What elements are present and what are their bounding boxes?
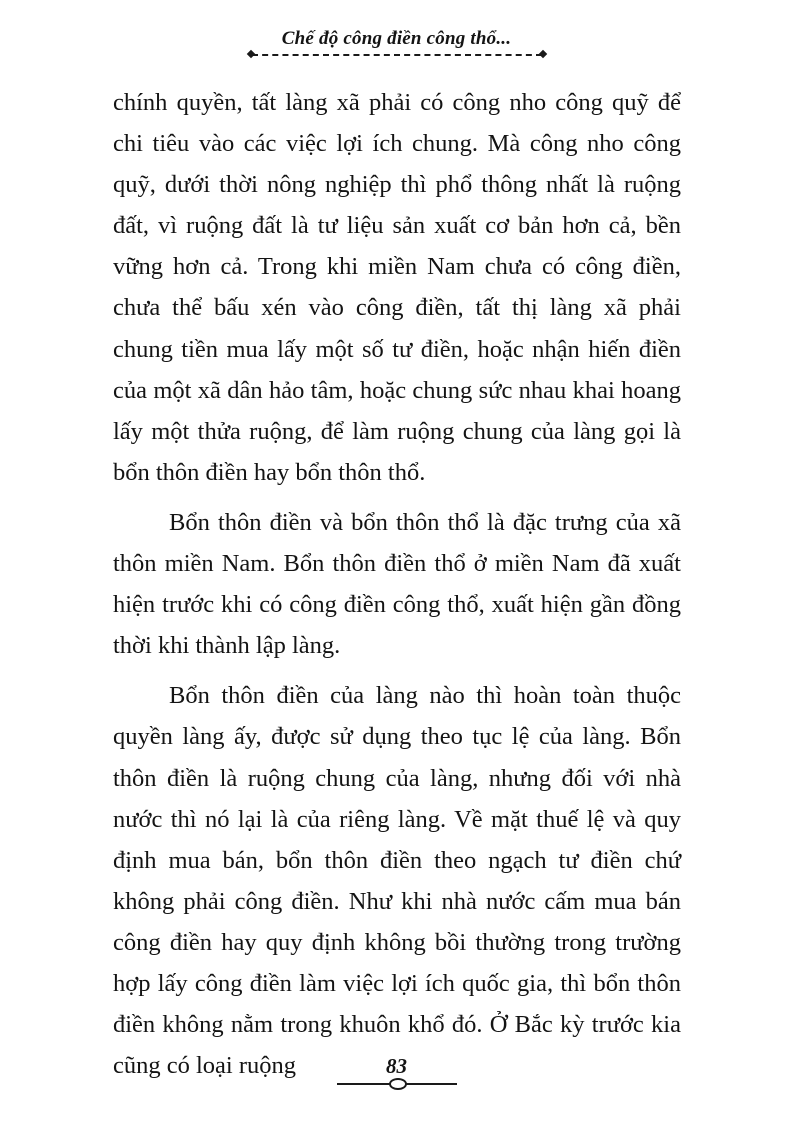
paragraph-2: Bổn thôn điền và bổn thôn thổ là đặc trưng của xã thôn miền Nam. Bổn thôn điền thổ ở miền Nam đã xuất hiện trước khi có công điền công thổ, xuất hiện gần đồng thời khi thành lập làng. bbox=[113, 508, 681, 660]
running-title: Chế độ công điền công thổ... bbox=[281, 28, 512, 49]
header-dashed-rule bbox=[252, 54, 542, 56]
footer-ornament-icon bbox=[337, 1079, 457, 1089]
page-number: 83 bbox=[386, 1054, 407, 1078]
rule-diamond-right-icon bbox=[538, 50, 546, 58]
paragraph-3: Bổn thôn điền của làng nào thì hoàn toàn thuộc quyền làng ấy, được sử dụng theo tục lệ của làng. Bổn thôn điền là ruộng chung của làng, nhưng đối với nhà nước thì nó lại là của riêng làng. Về mặt thuế lệ và quy định mua bán, bổn thôn điền theo ngạch tư điền chứ không phải công điền. Như khi nhà nước cấm mua bán công điền hay quy định không bồi thường trong trường hợp lấy công điền làm việc lợi ích quốc gia, thì bổn thôn điền không nằm trong khuôn khổ đó. Ở Bắc kỳ trước kia cũng có loại ruộng bbox=[113, 682, 681, 1080]
page-footer bbox=[0, 1054, 793, 1089]
rule-diamond-left-icon bbox=[246, 50, 254, 58]
running-header bbox=[0, 28, 793, 56]
body-text bbox=[113, 82, 681, 1086]
paragraph-1: chính quyền, tất làng xã phải có công nho công quỹ để chi tiêu vào các việc lợi ích chung. Mà công nho công quỹ, dưới thời nông nghiệp thì phổ thông nhất là ruộng đất, vì ruộng đất là tư liệu sản xuất cơ bản hơn cả, bền vững hơn cả. Trong khi miền Nam chưa có công điền, chưa thể bấu xén vào công điền, tất thị làng xã phải chung tiền mua lấy một số tư điền, hoặc nhận hiến điền của một xã dân hảo tâm, hoặc chung sức nhau khai hoang lấy một thửa ruộng, để làm ruộng chung của làng gọi là bổn thôn điền hay bổn thôn thổ. bbox=[113, 89, 681, 486]
